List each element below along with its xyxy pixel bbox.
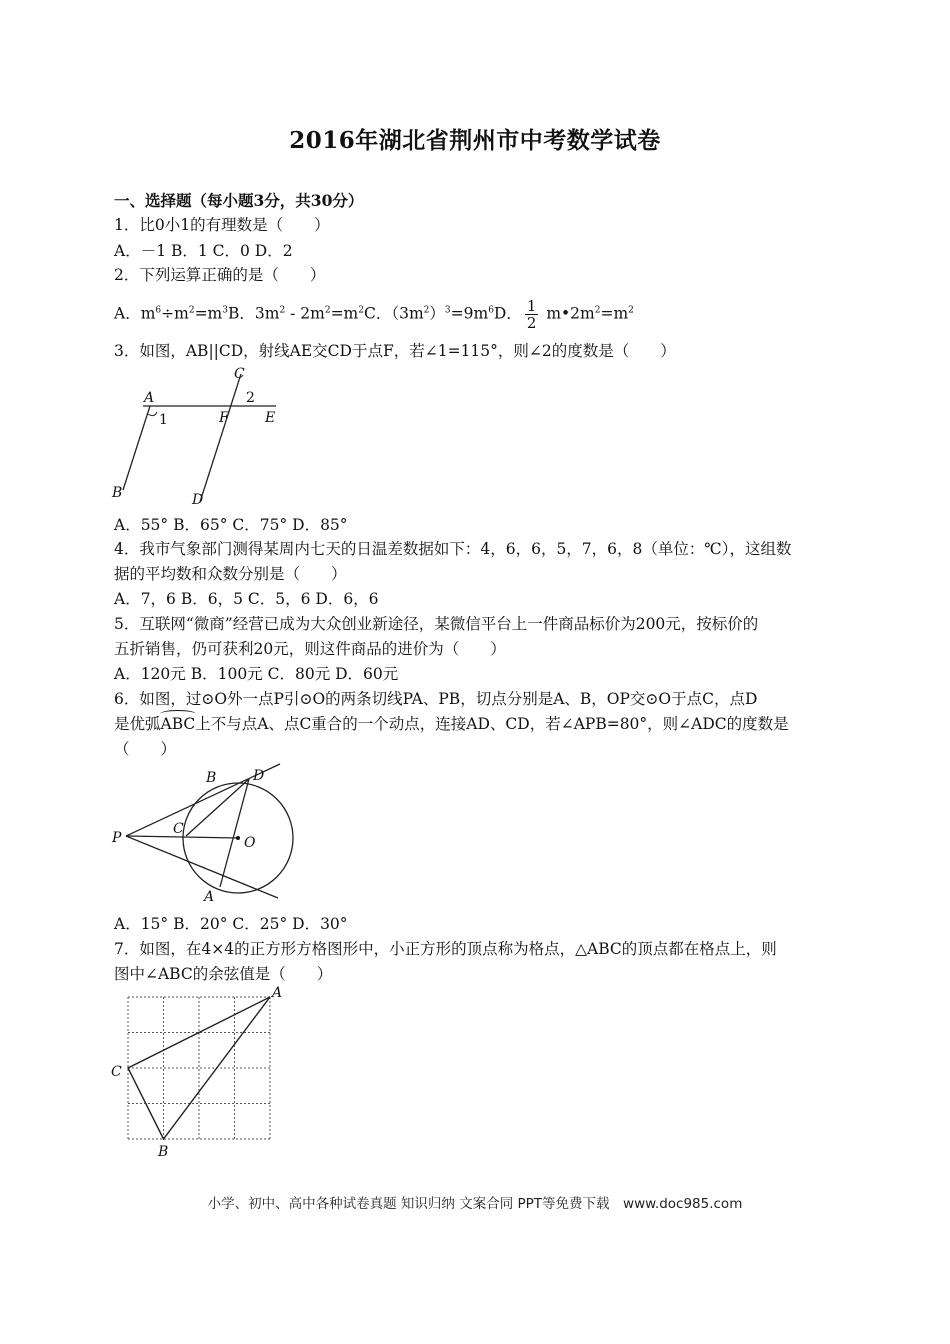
- label-a: A: [272, 985, 283, 1001]
- label-angle-2: 2: [246, 390, 255, 406]
- question-4-stem-line1: 4．我市气象部门测得某周内七天的日温差数据如下：4，6，6，5，7，6，8（单位：℃），这组数: [114, 540, 792, 558]
- arc-abc: ABC: [160, 715, 196, 733]
- label-b: B: [158, 1144, 169, 1160]
- fraction-one-half: $\frac{1}{2}$: [526, 297, 537, 332]
- label-p: P: [112, 830, 122, 846]
- question-4-stem-line2: 据的平均数和众数分别是（ ）: [114, 565, 347, 583]
- question-7-stem-line2: 图中∠ABC的余弦值是（ ）: [114, 965, 333, 983]
- label-a: A: [204, 889, 215, 905]
- question-3-options: A．55° B．65° C．75° D．85°: [114, 516, 348, 534]
- section-heading: 一、选择题（每小题3分，共30分）: [114, 191, 364, 210]
- center-o-dot: [236, 836, 240, 840]
- question-6-options: A．15° B．20° C．25° D．30°: [114, 915, 348, 933]
- question-5-stem-line1: 5．互联网“微商”经营已成为大众创业新途径，某微信平台上一件商品标价为200元，按标价的: [114, 615, 759, 633]
- label-a: A: [144, 390, 155, 406]
- question-6-stem-line1: 6．如图，过⊙O外一点P引⊙O的两条切线PA、PB，切点分别是A、B，OP交⊙O于点C，点D: [114, 690, 758, 708]
- label-f: F: [219, 410, 229, 426]
- line-cd: [200, 374, 241, 502]
- question-6-stem-line3: （ ）: [114, 740, 177, 758]
- chord-ad: [220, 779, 249, 887]
- angle-1-arc: [148, 412, 157, 416]
- question-2-stem: 2．下列运算正确的是（ ）: [114, 266, 326, 284]
- label-b: B: [206, 770, 217, 786]
- label-c: C: [173, 821, 184, 837]
- label-b: B: [112, 485, 123, 501]
- question-5-options: A．120元 B．100元 C．80元 D．60元: [114, 665, 399, 683]
- label-angle-1: 1: [159, 412, 168, 428]
- question-6-stem-line2: 是优弧ABC上不与点A、点C重合的一个动点，连接AD、CD，若∠APB=80°，则∠ADC的度数是: [114, 715, 789, 733]
- page-title: 2016年湖北省荆州市中考数学试卷: [289, 127, 661, 154]
- label-e: E: [265, 410, 276, 426]
- line-ab: [123, 406, 150, 490]
- question-3-stem: 3．如图，AB||CD，射线AE交CD于点F，若∠1=115°，则∠2的度数是（ ）: [114, 342, 676, 360]
- question-4-options: A．7，6 B．6，5 C．5，6 D．6，6: [114, 590, 379, 608]
- label-c: C: [111, 1064, 122, 1080]
- question-1-stem: 1．比0小1的有理数是（ ）: [114, 216, 330, 234]
- grid-4x4: [128, 997, 270, 1139]
- label-d: D: [192, 492, 204, 508]
- label-o: O: [244, 835, 256, 851]
- page-footer: 小学、初中、高中各种试卷真题 知识归纳 文案合同 PPT等免费下载 www.doc985.com: [207, 1196, 743, 1212]
- question-1-options: A．－1 B．1 C．0 D．2: [114, 242, 293, 260]
- label-c: C: [234, 366, 245, 382]
- question-6-figure: [108, 762, 308, 912]
- question-7-stem-line1: 7．如图，在4×4的正方形方格图形中，小正方形的顶点称为格点，△ABC的顶点都在格点上，则: [114, 940, 777, 958]
- label-d: D: [253, 768, 265, 784]
- question-3-figure: [108, 362, 288, 512]
- question-2-options: A．$m^6\div m^2=m^3B$．$3m^2 - 2m^2=m^2C$．$(3m^2)^3=9m^6D$． $\frac{1}{2}$ $m•2m^2=m^2$: [114, 297, 634, 332]
- question-5-stem-line2: 五折销售，仍可获利20元，则这件商品的进价为（ ）: [114, 640, 506, 658]
- question-7-figure: [108, 985, 298, 1160]
